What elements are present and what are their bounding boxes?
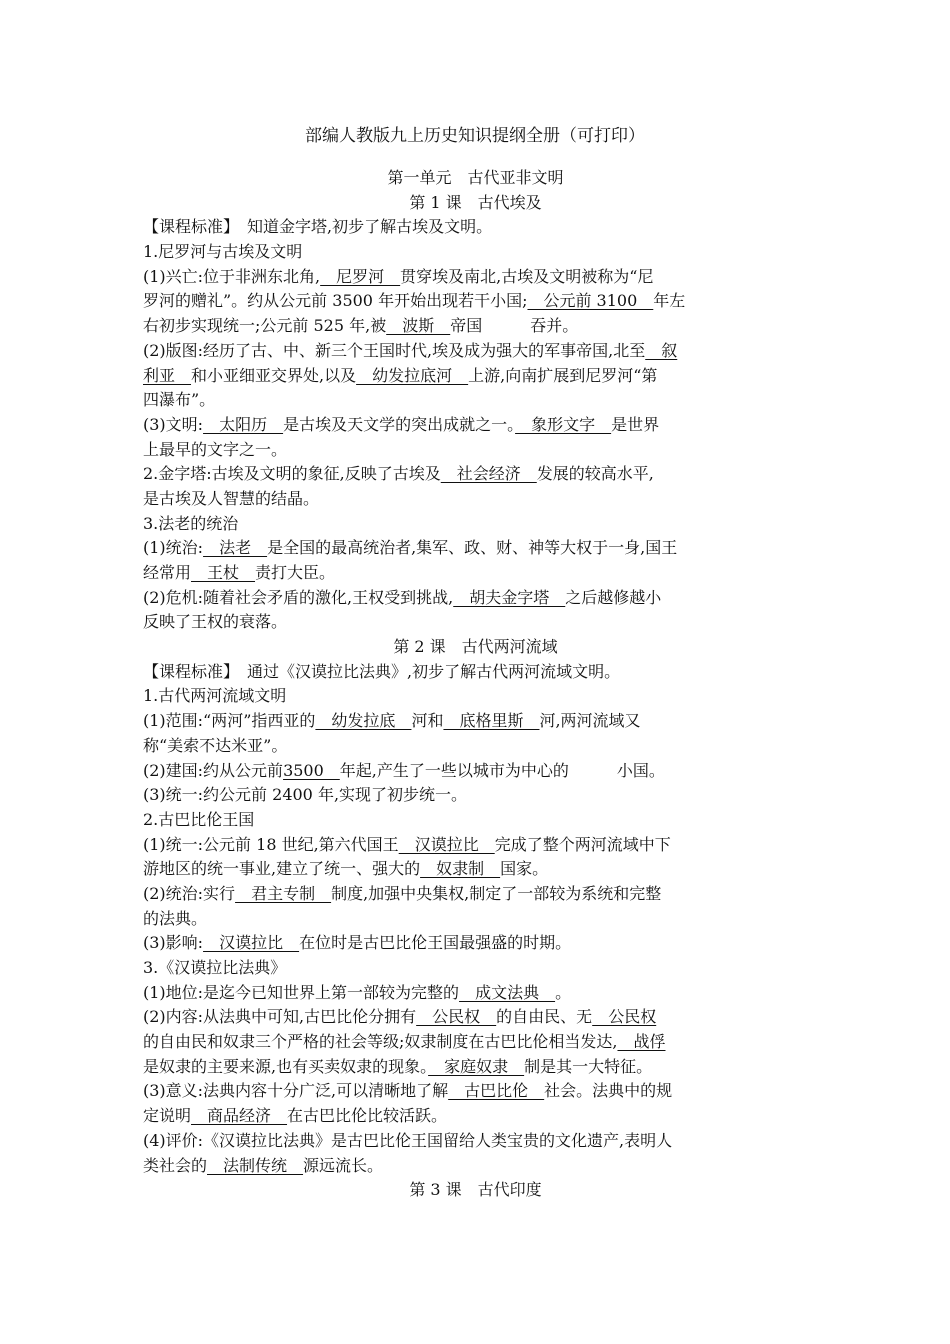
text-line [143,759,808,784]
text-line [143,808,808,833]
line-text: (2)内容:从法典中可知,古巴比伦分拥有 [143,1007,417,1027]
fill-in-answer: 汉谟拉比 [398,834,495,854]
line-text: 发展的较高水平, [536,464,654,484]
document-body [143,166,808,1203]
text-line [143,339,808,364]
line-text: (2)版图:经历了古、中、新三个王国时代,埃及成为强大的军事帝国,北至 [143,340,646,360]
line-text: 制度,加强中央集权,制定了一部较为系统和完整 [331,883,662,903]
section-heading [143,166,808,191]
line-text: 1.古代两河流域文明 [143,686,287,706]
line-text: 年起,产生了一些以城市为中心的 小国。 [339,760,665,780]
line-text: 右初步实现统一;公元前 525 年,被 [143,316,387,336]
line-text: 在位时是古巴比伦王国最强盛的时期。 [299,933,572,953]
text-line [143,1154,808,1179]
line-text: 源远流长。 [303,1155,384,1175]
line-text: 是全国的最高统治者,集军、政、财、神等大权于一身,国王 [267,538,678,558]
fill-in-answer: 波斯 [386,316,451,336]
fill-in-answer: 幼发拉底 [315,711,412,731]
text-line [143,413,808,438]
text-line [143,1005,808,1030]
line-text: 反映了王权的衰落。 [143,612,288,632]
line-text: 第 2 课 古代两河流域 [393,637,558,657]
line-text: (3)意义:法典内容十分广泛,可以清晰地了解 [143,1081,449,1101]
fill-in-answer: 公民权 [416,1007,497,1027]
fill-in-answer: 底格里斯 [443,711,540,731]
text-line [143,1079,808,1104]
line-text: 是古埃及人智慧的结晶。 [143,488,320,508]
fill-in-answer: 王杖 [191,563,256,582]
line-text: 第 3 课 古代印度 [409,1180,542,1200]
fill-in-answer: 战俘 [617,1032,666,1052]
line-text: 。 [555,982,572,1002]
line-text: 2.金字塔:古埃及文明的象征,反映了古埃及 [143,464,441,484]
line-text: 的自由民和奴隶三个严格的社会等级;奴隶制度在古巴比伦相当发达, [143,1032,618,1052]
text-line [143,215,808,240]
text-line [143,882,808,907]
line-text: (1)兴亡:位于非洲东北角, [143,266,321,286]
text-line [143,956,808,981]
text-line [143,586,808,611]
text-line [143,833,808,858]
document-title: 部编人教版九上历史知识提纲全册（可打印） [305,126,645,146]
line-text: (4)评价:《汉谟拉比法典》是古巴比伦王国留给人类宝贵的文化遗产,表明人 [143,1130,673,1150]
text-line [143,931,808,956]
fill-in-answer: 尼罗河 [320,266,401,286]
line-text: 在古巴比伦比较活跃。 [287,1106,448,1126]
fill-in-answer: 汉谟拉比 [203,933,300,953]
line-text: 贯穿埃及南北,古埃及文明被称为“尼 [400,266,654,286]
text-line [143,265,808,290]
line-text: 河和 [411,711,444,731]
text-line [143,364,808,389]
line-text: 【课程标准】 通过《汉谟拉比法典》,初步了解古代两河流域文明。 [143,661,621,681]
line-text: (3)文明: [143,414,204,434]
fill-in-answer: 3500 [283,760,340,780]
line-text: (1)地位:是迄今已知世界上第一部较为完整的 [143,982,460,1002]
line-text: 的自由民、无 [496,1007,593,1027]
line-text: 2.古巴比伦王国 [143,809,255,829]
text-line [143,660,808,685]
text-line [143,709,808,734]
text-line [143,734,808,759]
line-text: 第一单元 古代亚非文明 [387,168,564,187]
text-line [143,536,808,561]
line-text: (3)影响: [143,933,204,953]
line-text: 是古埃及天文学的突出成就之一。 [283,414,516,434]
fill-in-answer: 胡夫金字塔 [453,587,566,607]
line-text: 完成了整个两河流域中下 [494,834,671,854]
section-heading [143,635,808,660]
line-text: 帝国 吞并。 [450,316,579,336]
line-text: 上游,向南扩展到尼罗河“第 [468,365,658,385]
line-text: 和小亚细亚交界处,以及 [191,365,357,385]
text-line [143,610,808,635]
line-text: 责打大臣。 [255,563,336,582]
line-text: 称“美索不达米亚”。 [143,735,288,755]
line-text: 的法典。 [143,908,208,928]
fill-in-answer: 幼发拉底河 [356,365,469,385]
section-heading [143,191,808,216]
fill-in-answer: 叙 [645,340,678,360]
line-text: (3)统一:约公元前 2400 年,实现了初步统一。 [143,785,468,805]
fill-in-answer: 公元前 3100 [527,291,654,311]
fill-in-answer: 社会经济 [440,464,537,484]
fill-in-answer: 奴隶制 [420,859,501,879]
line-text: 河,两河流域又 [539,711,641,731]
line-text: 3.《汉谟拉比法典》 [143,958,287,977]
text-line [143,1055,808,1080]
text-line [143,1104,808,1129]
text-line [143,512,808,537]
text-line [143,561,808,586]
text-line [143,487,808,512]
line-text: (1)范围:“两河”指西亚的 [143,711,316,731]
fill-in-answer: 成文法典 [459,982,556,1002]
fill-in-answer: 法老 [203,538,268,558]
fill-in-answer: 象形文字 [515,414,612,434]
line-text: 社会。法典中的规 [544,1081,673,1101]
fill-in-answer: 利亚 [143,365,192,385]
text-line [143,289,808,314]
text-line [143,907,808,932]
line-text: (1)统治: [143,538,204,558]
text-line [143,388,808,413]
line-text: 1.尼罗河与古埃及文明 [143,242,303,262]
line-text: (2)危机:随着社会矛盾的激化,王权受到挑战, [143,587,454,607]
fill-in-answer: 商品经济 [191,1106,288,1126]
text-line [143,1030,808,1055]
line-text: 之后越修越小 [565,587,662,607]
text-line [143,1129,808,1154]
text-line [143,462,808,487]
line-text: 国家。 [500,859,549,879]
line-text: 3.法老的统治 [143,513,239,533]
line-text: 游地区的统一事业,建立了统一、强大的 [143,859,421,879]
line-text: 第 1 课 古代埃及 [409,192,542,212]
text-line [143,981,808,1006]
text-line [143,857,808,882]
line-text: 经常用 [143,563,192,582]
line-text: 制是其一大特征。 [524,1056,653,1076]
line-text: (2)建国:约从公元前 [143,760,284,780]
fill-in-answer: 公民权 [592,1007,657,1027]
line-text: (2)统治:实行 [143,883,236,903]
line-text: 上最早的文字之一。 [143,439,288,459]
fill-in-answer: 君主专制 [235,883,332,903]
line-text: 年左 [653,291,686,311]
line-text: 定说明 [143,1106,192,1126]
line-text: (1)统一:公元前 18 世纪,第六代国王 [143,834,399,854]
line-text: 是世界 [611,414,660,434]
line-text: 类社会的 [143,1155,208,1175]
line-text: 罗河的赠礼”。约从公元前 3500 年开始出现若干小国; [143,291,528,311]
fill-in-answer: 太阳历 [203,414,284,434]
line-text: 四瀑布”。 [143,390,216,410]
text-line [143,240,808,265]
text-line [143,684,808,709]
fill-in-answer: 古巴比伦 [448,1081,545,1101]
text-line [143,314,808,339]
fill-in-answer: 家庭奴隶 [428,1056,525,1076]
line-text: 【课程标准】 知道金字塔,初步了解古埃及文明。 [143,217,493,237]
text-line [143,438,808,463]
text-line [143,783,808,808]
section-heading [143,1178,808,1203]
line-text: 是奴隶的主要来源,也有买卖奴隶的现象。 [143,1056,429,1076]
fill-in-answer: 法制传统 [207,1155,304,1175]
